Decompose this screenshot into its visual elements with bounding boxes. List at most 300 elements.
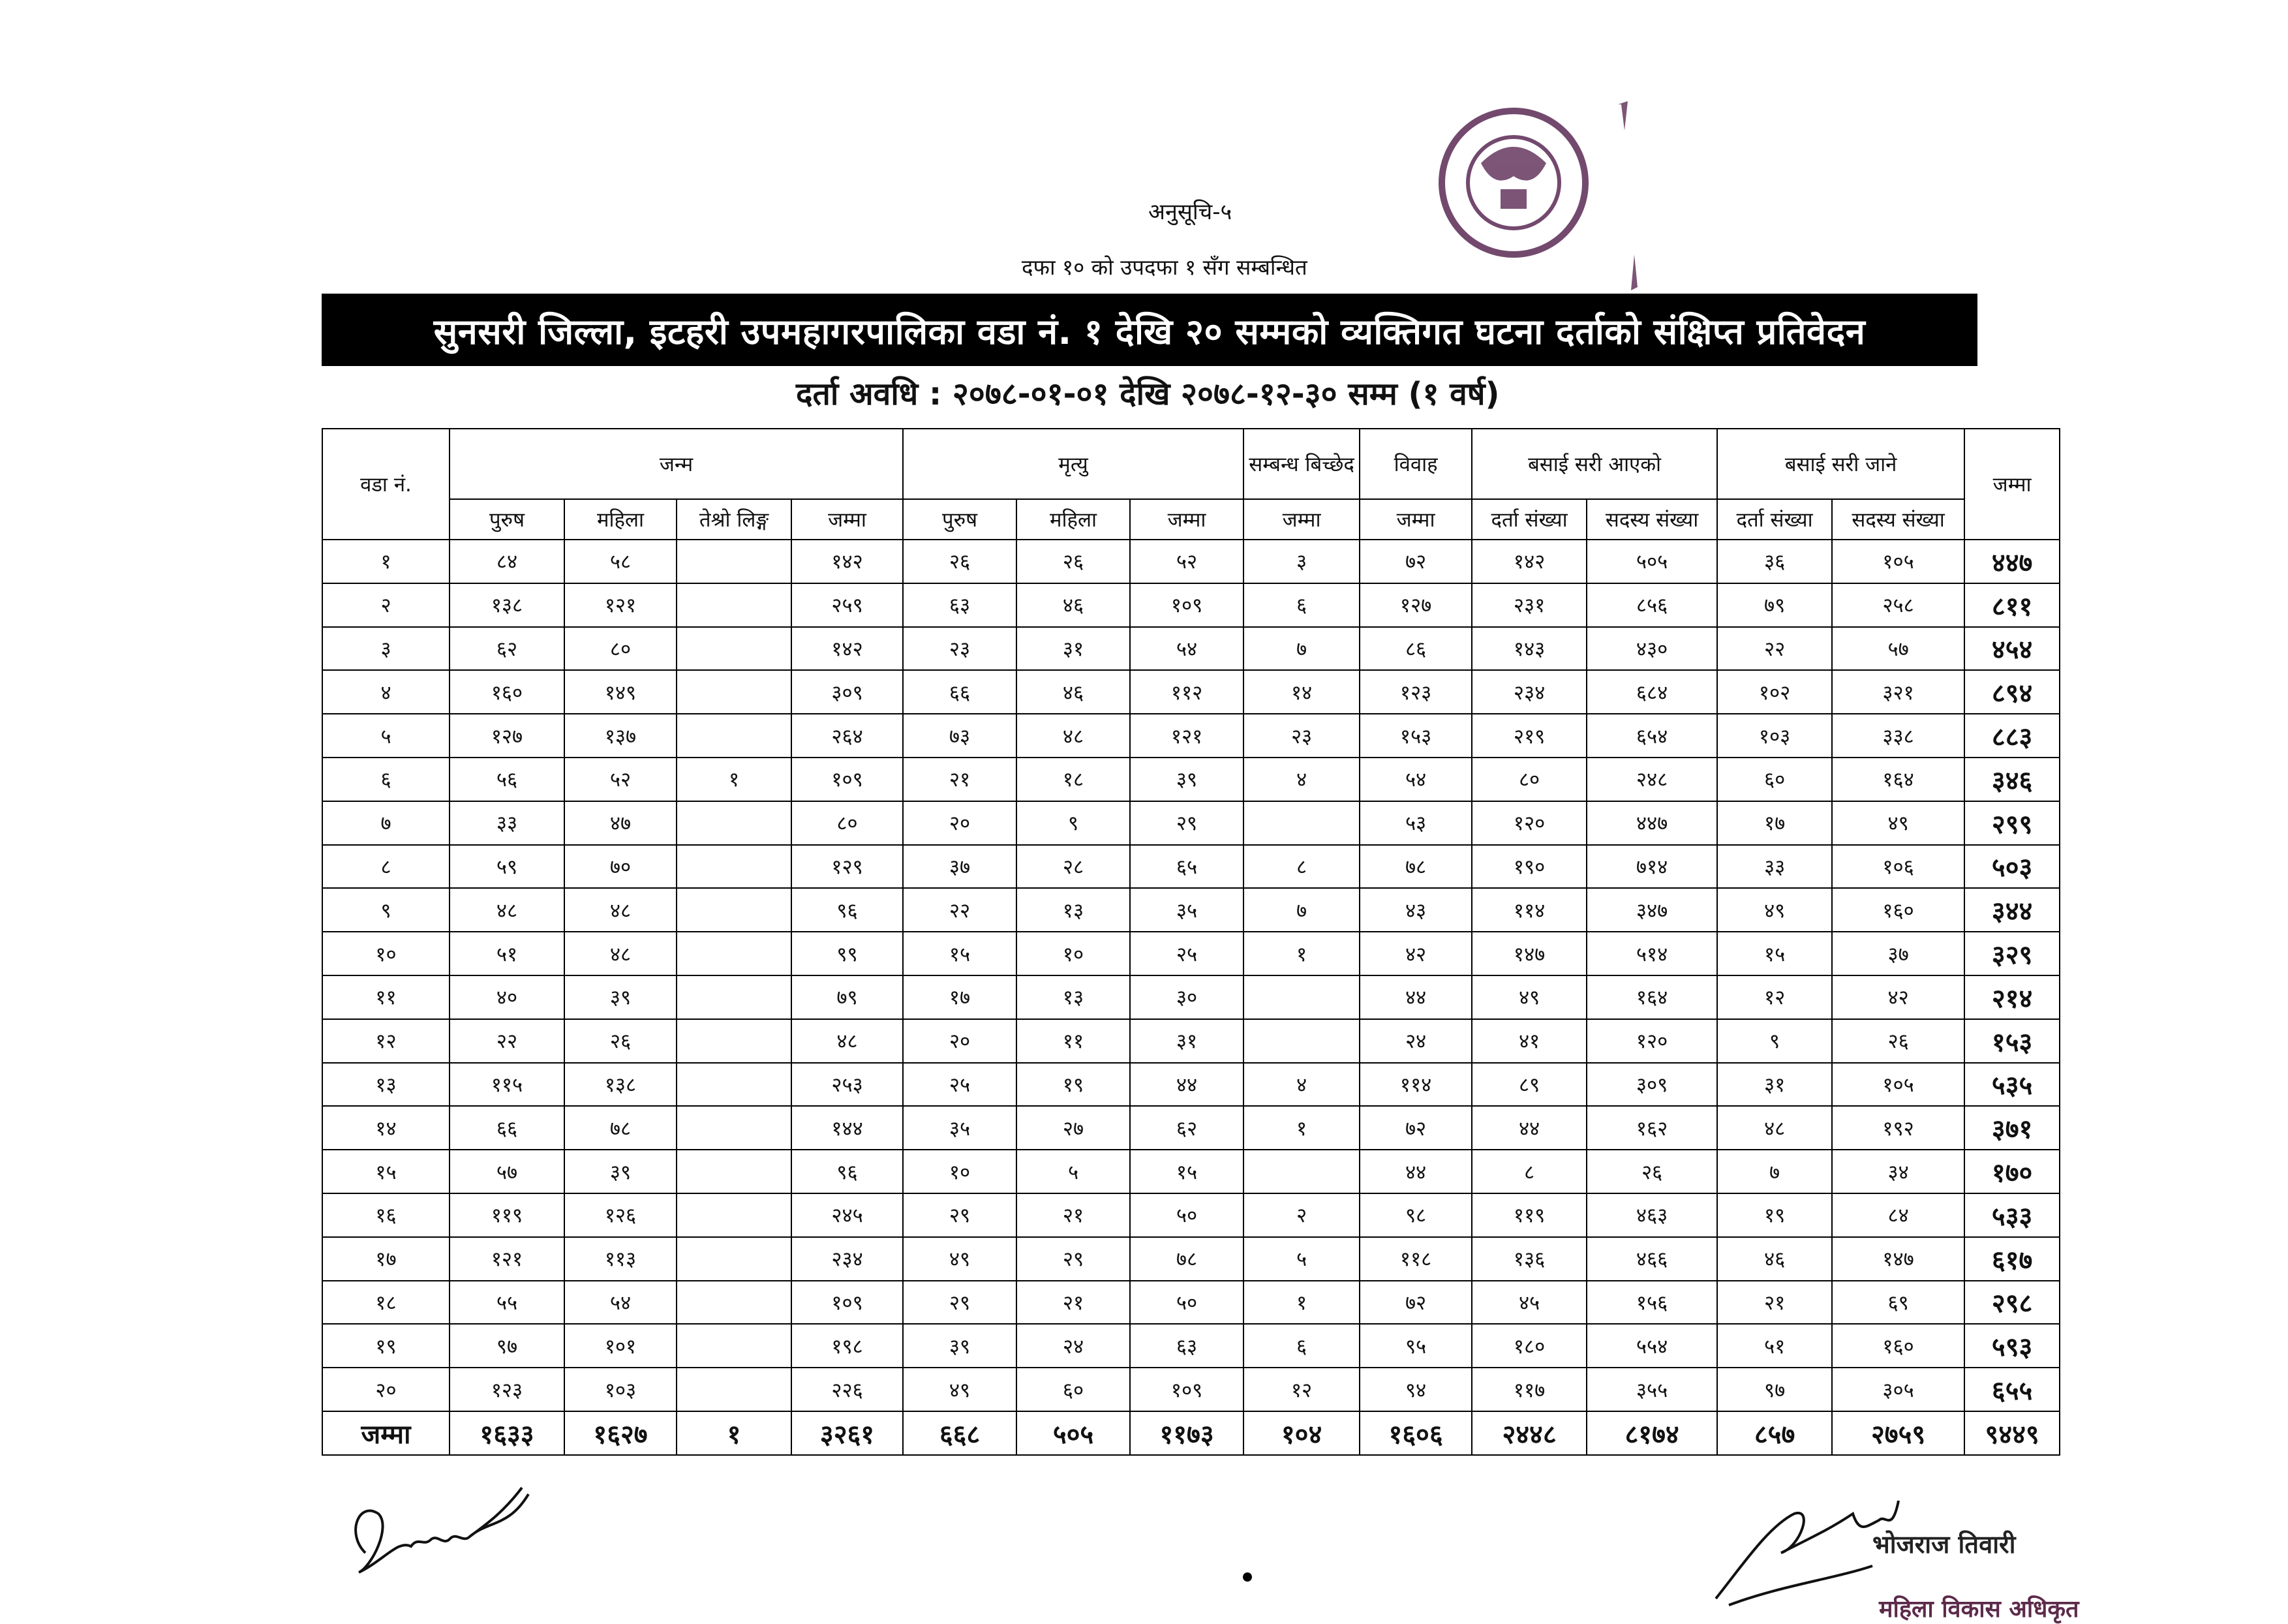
table-cell: १२९ — [791, 845, 903, 889]
table-cell: २६ — [1832, 1019, 1964, 1063]
table-row — [322, 1324, 2060, 1368]
table-cell — [677, 1324, 791, 1368]
row-total-cell: ८९४ — [1964, 670, 2060, 714]
table-cell: ३५५ — [1587, 1368, 1717, 1411]
header-migration-in: बसाई सरी आएको — [1472, 429, 1717, 499]
table-cell: २२ — [1717, 627, 1832, 671]
signatory-title: महिला विकास अधिकृत — [1879, 1596, 2079, 1623]
header-marriage: विवाह — [1360, 429, 1472, 499]
table-cell: २५९ — [791, 583, 903, 627]
table-cell: २६ — [564, 1019, 677, 1063]
table-cell: १२३ — [450, 1368, 564, 1411]
total-cell: १६३३ — [450, 1411, 564, 1455]
table-cell: ३४७ — [1587, 888, 1717, 932]
table-cell: १४२ — [791, 540, 903, 583]
table-cell — [1243, 1019, 1360, 1063]
total-cell: ११७३ — [1130, 1411, 1243, 1455]
table-cell: ११९ — [1472, 1193, 1587, 1237]
table-cell: ४४ — [1360, 1150, 1472, 1193]
table-cell: २१ — [1016, 1281, 1130, 1325]
grand-total-row — [322, 1411, 2060, 1455]
table-cell: ७२ — [1360, 1281, 1472, 1325]
table-cell: १२० — [1472, 801, 1587, 845]
table-cell: ८६ — [1360, 627, 1472, 671]
table-cell: ३९ — [1130, 758, 1243, 801]
table-cell: ७ — [1243, 888, 1360, 932]
ward-number-cell: ८ — [322, 845, 450, 889]
subheader-cell: दर्ता संख्या — [1472, 499, 1587, 540]
table-cell: ८० — [791, 801, 903, 845]
table-cell: १०३ — [1717, 714, 1832, 758]
table-cell: २ — [1243, 1193, 1360, 1237]
row-total-cell: ५०३ — [1964, 845, 2060, 889]
row-total-cell: १५३ — [1964, 1019, 2060, 1063]
table-cell: १२१ — [564, 583, 677, 627]
total-cell: २४४८ — [1472, 1411, 1587, 1455]
table-cell: १४ — [1243, 670, 1360, 714]
ward-number-cell: १६ — [322, 1193, 450, 1237]
table-cell: १५ — [1717, 932, 1832, 975]
table-cell: ८४ — [1832, 1193, 1964, 1237]
table-cell: ७१४ — [1587, 845, 1717, 889]
table-cell: ११४ — [1360, 1063, 1472, 1107]
table-cell: ११९ — [450, 1193, 564, 1237]
table-cell: ४९ — [1472, 975, 1587, 1019]
table-cell: १७ — [1717, 801, 1832, 845]
table-cell: ५२ — [564, 758, 677, 801]
ward-number-cell: ४ — [322, 670, 450, 714]
table-cell — [677, 1237, 791, 1281]
ward-number-cell: १७ — [322, 1237, 450, 1281]
table-cell: ९ — [1016, 801, 1130, 845]
table-cell: ८० — [564, 627, 677, 671]
table-cell: ५० — [1130, 1193, 1243, 1237]
table-cell: ८ — [1243, 845, 1360, 889]
row-total-cell: ३७१ — [1964, 1106, 2060, 1150]
table-cell — [1243, 801, 1360, 845]
table-body — [322, 540, 2060, 1455]
row-total-cell: १७० — [1964, 1150, 2060, 1193]
table-cell: ५२ — [1130, 540, 1243, 583]
table-cell: १९२ — [1832, 1106, 1964, 1150]
table-cell: ३७ — [1832, 932, 1964, 975]
table-row — [322, 888, 2060, 932]
header-divorce: सम्बन्ध बिच्छेद — [1243, 429, 1360, 499]
signatory-name: भोजराज तिवारी — [1872, 1530, 2016, 1559]
table-cell: ३९ — [564, 975, 677, 1019]
table-cell: ४८ — [1717, 1106, 1832, 1150]
header-migration-out: बसाई सरी जाने — [1717, 429, 1964, 499]
table-cell: ७९ — [1717, 583, 1832, 627]
table-cell: ४४७ — [1587, 801, 1717, 845]
table-cell: १३८ — [450, 583, 564, 627]
subheader-cell: महिला — [1016, 499, 1130, 540]
ward-number-cell: १९ — [322, 1324, 450, 1368]
row-total-cell: ६१७ — [1964, 1237, 2060, 1281]
subheader-cell: पुरुष — [450, 499, 564, 540]
table-cell: २६ — [1587, 1150, 1717, 1193]
table-row — [322, 714, 2060, 758]
table-cell: १०९ — [791, 758, 903, 801]
table-cell: २४५ — [791, 1193, 903, 1237]
table-row — [322, 1106, 2060, 1150]
table-cell: ५ — [1016, 1150, 1130, 1193]
table-cell: १ — [1243, 932, 1360, 975]
total-cell: ३२६१ — [791, 1411, 903, 1455]
table-cell: १९ — [1717, 1193, 1832, 1237]
table-cell: १३ — [1016, 975, 1130, 1019]
ward-number-cell: ९ — [322, 888, 450, 932]
table-cell: १६० — [1832, 888, 1964, 932]
table-cell: १७ — [903, 975, 1016, 1019]
table-cell: ४५ — [1472, 1281, 1587, 1325]
table-cell: २३ — [903, 627, 1016, 671]
table-cell: ३७ — [903, 845, 1016, 889]
table-cell: ११२ — [1130, 670, 1243, 714]
header-death: मृत्यु — [903, 429, 1243, 499]
table-cell: २३४ — [791, 1237, 903, 1281]
table-cell: २९ — [903, 1281, 1016, 1325]
table-cell: ४६ — [1016, 670, 1130, 714]
table-cell: ६५ — [1130, 845, 1243, 889]
table-cell: १० — [903, 1150, 1016, 1193]
table-cell: ४९ — [903, 1368, 1016, 1411]
subheader-cell: महिला — [564, 499, 677, 540]
ink-dot — [1243, 1572, 1252, 1582]
table-cell: १४९ — [564, 670, 677, 714]
table-cell: १२० — [1587, 1019, 1717, 1063]
table-cell: ३३८ — [1832, 714, 1964, 758]
table-cell: १२३ — [1360, 670, 1472, 714]
table-cell: ३१ — [1717, 1063, 1832, 1107]
table-cell: ४७ — [564, 801, 677, 845]
table-cell: ३०९ — [1587, 1063, 1717, 1107]
table-cell: ३ — [1243, 540, 1360, 583]
table-cell: २८ — [1016, 845, 1130, 889]
table-cell: १६२ — [1587, 1106, 1717, 1150]
subheader-cell: तेश्रो लिङ्ग — [677, 499, 791, 540]
table-cell: ४२ — [1832, 975, 1964, 1019]
table-cell: १ — [677, 758, 791, 801]
total-cell: १ — [677, 1411, 791, 1455]
table-cell: १४३ — [1472, 627, 1587, 671]
table-row — [322, 1368, 2060, 1411]
table-cell: ८९ — [1472, 1063, 1587, 1107]
table-cell: ७० — [564, 845, 677, 889]
table-cell: १५ — [903, 932, 1016, 975]
table-cell: १०१ — [564, 1324, 677, 1368]
table-cell: १२६ — [564, 1193, 677, 1237]
table-cell: २३१ — [1472, 583, 1587, 627]
total-cell: ९४४९ — [1964, 1411, 2060, 1455]
table-cell: ११ — [1016, 1019, 1130, 1063]
table-cell: ३५ — [1130, 888, 1243, 932]
total-cell: १०४ — [1243, 1411, 1360, 1455]
row-total-cell: २९८ — [1964, 1281, 2060, 1325]
table-cell: ११५ — [450, 1063, 564, 1107]
table-cell: २६ — [1016, 540, 1130, 583]
total-cell: १६२७ — [564, 1411, 677, 1455]
table-cell: ३६ — [1717, 540, 1832, 583]
table-cell: ७२ — [1360, 540, 1472, 583]
table-cell: १० — [1016, 932, 1130, 975]
table-cell: ५७ — [450, 1150, 564, 1193]
table-cell: ५५ — [450, 1281, 564, 1325]
table-cell: २४८ — [1587, 758, 1717, 801]
table-cell: ९ — [1717, 1019, 1832, 1063]
table-cell: ३०९ — [791, 670, 903, 714]
table-cell — [677, 714, 791, 758]
table-cell: ७ — [1243, 627, 1360, 671]
table-cell: ४१ — [1472, 1019, 1587, 1063]
table-cell: २६४ — [791, 714, 903, 758]
subheader-cell: जम्मा — [791, 499, 903, 540]
table-cell: ५०५ — [1587, 540, 1717, 583]
table-cell: ७३ — [903, 714, 1016, 758]
table-cell: ६२ — [450, 627, 564, 671]
table-row — [322, 1019, 2060, 1063]
registration-period: दर्ता अवधि : २०७८-०१-०१ देखि २०७८-१२-३० सम्म (१ वर्ष) — [796, 376, 1500, 412]
table-row — [322, 1063, 2060, 1107]
table-cell: ९६ — [791, 1150, 903, 1193]
table-row — [322, 801, 2060, 845]
table-cell — [677, 845, 791, 889]
table-cell: ६० — [1717, 758, 1832, 801]
table-cell: ३० — [1130, 975, 1243, 1019]
ward-number-cell: ३ — [322, 627, 450, 671]
table-cell: १४७ — [1472, 932, 1587, 975]
table-cell: ६८४ — [1587, 670, 1717, 714]
table-cell — [677, 627, 791, 671]
ward-number-cell: २ — [322, 583, 450, 627]
row-total-cell: ५३३ — [1964, 1193, 2060, 1237]
table-cell: ५९ — [450, 845, 564, 889]
ward-number-cell: ६ — [322, 758, 450, 801]
ward-number-cell: १२ — [322, 1019, 450, 1063]
table-cell: ४८ — [450, 888, 564, 932]
table-cell: २९ — [1016, 1237, 1130, 1281]
office-seal-stamp — [1403, 91, 1677, 300]
row-total-cell: २१४ — [1964, 975, 2060, 1019]
table-cell: ५ — [1243, 1237, 1360, 1281]
table-cell: ६ — [1243, 583, 1360, 627]
row-total-cell: ६५५ — [1964, 1368, 2060, 1411]
table-cell: ७२ — [1360, 1106, 1472, 1150]
table-cell: ११७ — [1472, 1368, 1587, 1411]
table-cell: ५८ — [564, 540, 677, 583]
table-cell: ६० — [1016, 1368, 1130, 1411]
table-cell: ६ — [1243, 1324, 1360, 1368]
table-cell: ३९ — [903, 1324, 1016, 1368]
table-cell: १२७ — [1360, 583, 1472, 627]
table-cell: २१९ — [1472, 714, 1587, 758]
table-cell: ३१ — [1130, 1019, 1243, 1063]
table-cell: १४७ — [1832, 1237, 1964, 1281]
table-cell: २० — [903, 1019, 1016, 1063]
table-cell: २२६ — [791, 1368, 903, 1411]
table-cell: १३ — [1016, 888, 1130, 932]
table-cell: ६३ — [1130, 1324, 1243, 1368]
ward-number-cell: १५ — [322, 1150, 450, 1193]
table-cell: १६० — [1832, 1324, 1964, 1368]
subheader-cell: जम्मा — [1243, 499, 1360, 540]
table-cell: २१ — [1717, 1281, 1832, 1325]
row-total-cell: ५३५ — [1964, 1063, 2060, 1107]
table-row — [322, 540, 2060, 583]
table-cell: १०६ — [1832, 845, 1964, 889]
table-cell: ४४ — [1360, 975, 1472, 1019]
table-cell: १६४ — [1832, 758, 1964, 801]
table-cell: ६६ — [903, 670, 1016, 714]
table-cell: २१ — [903, 758, 1016, 801]
table-cell: २४ — [1360, 1019, 1472, 1063]
table-cell: २७ — [1016, 1106, 1130, 1150]
subheader-cell: सदस्य संख्या — [1587, 499, 1717, 540]
table-cell: ३१ — [1016, 627, 1130, 671]
table-cell: ९८ — [1360, 1193, 1472, 1237]
total-cell: ८१७४ — [1587, 1411, 1717, 1455]
table-cell: १९८ — [791, 1324, 903, 1368]
table-cell: ९४ — [1360, 1368, 1472, 1411]
header-ward: वडा नं. — [322, 429, 450, 540]
total-cell: ८५७ — [1717, 1411, 1832, 1455]
report-title: सुनसरी जिल्ला, इटहरी उपमहागरपालिका वडा नं. १ देखि २० सम्मको व्यक्तिगत घटना दर्ताको संक्षिप्त प्रतिवेदन — [322, 294, 1977, 366]
vital-registration-table — [322, 428, 2060, 1456]
table-cell: ३४ — [1832, 1150, 1964, 1193]
row-total-cell: २९९ — [1964, 801, 2060, 845]
table-row — [322, 1281, 2060, 1325]
table-cell: २३ — [1243, 714, 1360, 758]
table-cell: ५० — [1130, 1281, 1243, 1325]
table-cell: ७९ — [791, 975, 903, 1019]
table-cell: ९६ — [791, 888, 903, 932]
table-cell: २९ — [1130, 801, 1243, 845]
table-cell: ८० — [1472, 758, 1587, 801]
table-row — [322, 627, 2060, 671]
table-cell — [677, 975, 791, 1019]
table-cell: ६५४ — [1587, 714, 1717, 758]
table-cell — [677, 1106, 791, 1150]
table-cell: १ — [1243, 1281, 1360, 1325]
schedule-label: अनुसूचि-५ — [1148, 199, 1232, 225]
table-cell: ४९ — [1832, 801, 1964, 845]
ward-number-cell: ५ — [322, 714, 450, 758]
table-cell: ५७ — [1832, 627, 1964, 671]
ward-number-cell: १ — [322, 540, 450, 583]
table-cell: ४९ — [1717, 888, 1832, 932]
table-cell: १४४ — [791, 1106, 903, 1150]
table-cell: ५१ — [450, 932, 564, 975]
table-cell — [677, 1368, 791, 1411]
ward-number-cell: ७ — [322, 801, 450, 845]
total-label-cell: जम्मा — [322, 1411, 450, 1455]
subheader-cell: सदस्य संख्या — [1832, 499, 1964, 540]
table-cell: ३२१ — [1832, 670, 1964, 714]
table-cell: ८५६ — [1587, 583, 1717, 627]
table-row — [322, 845, 2060, 889]
table-cell: ९७ — [450, 1324, 564, 1368]
table-cell: १८० — [1472, 1324, 1587, 1368]
table-cell — [1243, 1150, 1360, 1193]
table-row — [322, 758, 2060, 801]
table-cell: २५ — [903, 1063, 1016, 1107]
ward-number-cell: १८ — [322, 1281, 450, 1325]
table-cell — [677, 540, 791, 583]
table-row — [322, 1150, 2060, 1193]
table-cell: ५१ — [1717, 1324, 1832, 1368]
table-cell: ६२ — [1130, 1106, 1243, 1150]
table-cell: ६६ — [450, 1106, 564, 1150]
table-cell: १६० — [450, 670, 564, 714]
table-cell: १०९ — [791, 1281, 903, 1325]
table-cell: २४ — [1016, 1324, 1130, 1368]
table-cell: २६ — [903, 540, 1016, 583]
table-cell: २२ — [903, 888, 1016, 932]
row-total-cell: ४५४ — [1964, 627, 2060, 671]
table-cell: १२७ — [450, 714, 564, 758]
table-cell: २५ — [1130, 932, 1243, 975]
ward-number-cell: ११ — [322, 975, 450, 1019]
table-cell: ४८ — [1016, 714, 1130, 758]
table-cell: ४६३ — [1587, 1193, 1717, 1237]
table-cell: ५४ — [1360, 758, 1472, 801]
table-cell: ३३ — [1717, 845, 1832, 889]
table-cell: ३३ — [450, 801, 564, 845]
table-cell: ४० — [450, 975, 564, 1019]
table-cell: ४४ — [1130, 1063, 1243, 1107]
left-signature — [339, 1475, 548, 1586]
table-cell: ४९ — [903, 1237, 1016, 1281]
table-cell: १९० — [1472, 845, 1587, 889]
table-cell: १५६ — [1587, 1281, 1717, 1325]
table-cell: १२१ — [1130, 714, 1243, 758]
table-cell: १९ — [1016, 1063, 1130, 1107]
table-cell: १५३ — [1360, 714, 1472, 758]
table-cell: २३४ — [1472, 670, 1587, 714]
table-cell — [1243, 975, 1360, 1019]
table-cell: २९ — [903, 1193, 1016, 1237]
ward-number-cell: २० — [322, 1368, 450, 1411]
table-cell: १०९ — [1130, 583, 1243, 627]
subheader-cell: पुरुष — [903, 499, 1016, 540]
table-cell: ९७ — [1717, 1368, 1832, 1411]
table-row — [322, 975, 2060, 1019]
table-cell: २० — [903, 801, 1016, 845]
table-cell: २२ — [450, 1019, 564, 1063]
table-row — [322, 583, 2060, 627]
table-cell: १ — [1243, 1106, 1360, 1150]
table-row — [322, 1193, 2060, 1237]
subheader-cell: दर्ता संख्या — [1717, 499, 1832, 540]
table-cell: १६४ — [1587, 975, 1717, 1019]
row-total-cell: ८११ — [1964, 583, 2060, 627]
table-cell: १३६ — [1472, 1237, 1587, 1281]
table-cell: २५३ — [791, 1063, 903, 1107]
subheader-cell: जम्मा — [1130, 499, 1243, 540]
row-total-cell: ३२९ — [1964, 932, 2060, 975]
row-total-cell: ४४७ — [1964, 540, 2060, 583]
row-total-cell: ५९३ — [1964, 1324, 2060, 1368]
table-cell — [677, 801, 791, 845]
table-cell: ५१४ — [1587, 932, 1717, 975]
table-cell: १३७ — [564, 714, 677, 758]
table-cell — [677, 1150, 791, 1193]
table-cell: ३०५ — [1832, 1368, 1964, 1411]
table-cell: ८ — [1472, 1150, 1587, 1193]
table-cell: ४ — [1243, 758, 1360, 801]
table-cell: १०२ — [1717, 670, 1832, 714]
table-cell: १०५ — [1832, 1063, 1964, 1107]
